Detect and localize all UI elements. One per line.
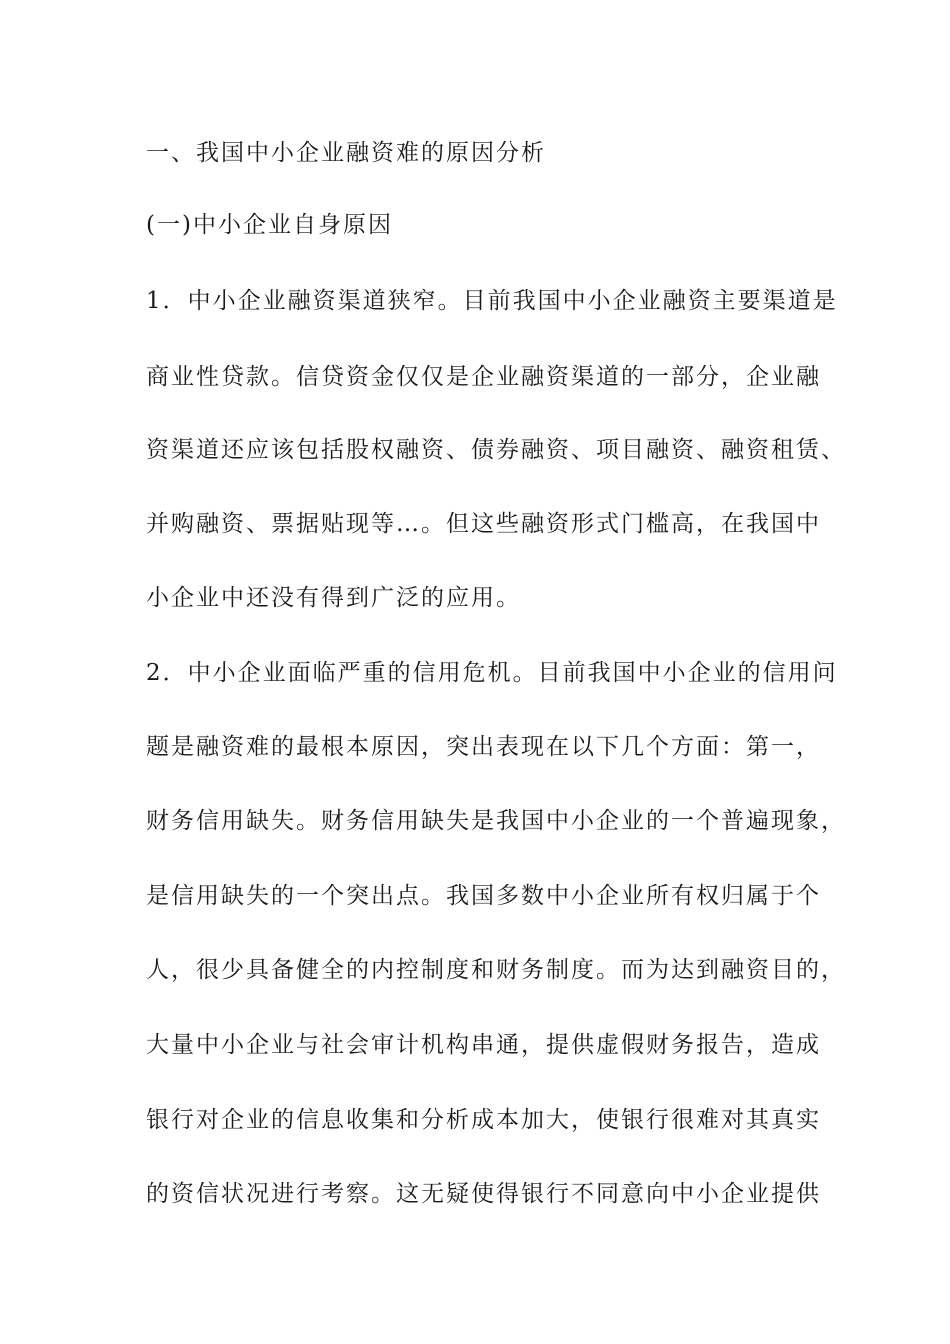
body-line: 的资信状况进行考察。这无疑使得银行不同意向中小企业提供 bbox=[146, 1181, 821, 1207]
body-line: 大量中小企业与社会审计机构串通，提供虚假财务报告，造成 bbox=[146, 1032, 821, 1058]
body-line: 并购融资、票据贴现等…。但这些融资形式门槛高，在我国中 bbox=[146, 511, 821, 537]
body-line: 商业性贷款。信贷资金仅仅是企业融资渠道的一部分，企业融 bbox=[146, 364, 821, 390]
body-line: 人，很少具备健全的内控制度和财务制度。而为达到融资目的， bbox=[146, 957, 846, 983]
body-line: 2．中小企业面临严重的信用危机。目前我国中小企业的信用问 bbox=[146, 660, 838, 686]
body-line: 1．中小企业融资渠道狭窄。目前我国中小企业融资主要渠道是 bbox=[146, 288, 838, 314]
body-line: 小企业中还没有得到广泛的应用。 bbox=[146, 585, 521, 611]
body-line: 资渠道还应该包括股权融资、债券融资、项目融资、融资租赁、 bbox=[146, 437, 846, 463]
body-line: 题是融资难的最根本原因，突出表现在以下几个方面：第一， bbox=[146, 734, 821, 760]
section-heading: 一、我国中小企业融资难的原因分析 bbox=[146, 140, 546, 166]
body-line: 财务信用缺失。财务信用缺失是我国中小企业的一个普遍现象， bbox=[146, 808, 846, 834]
body-line: 是信用缺失的一个突出点。我国多数中小企业所有权归属于个 bbox=[146, 883, 821, 909]
subsection-heading: (一)中小企业自身原因 bbox=[146, 212, 393, 238]
body-line: 银行对企业的信息收集和分析成本加大，使银行很难对其真实 bbox=[146, 1107, 821, 1133]
